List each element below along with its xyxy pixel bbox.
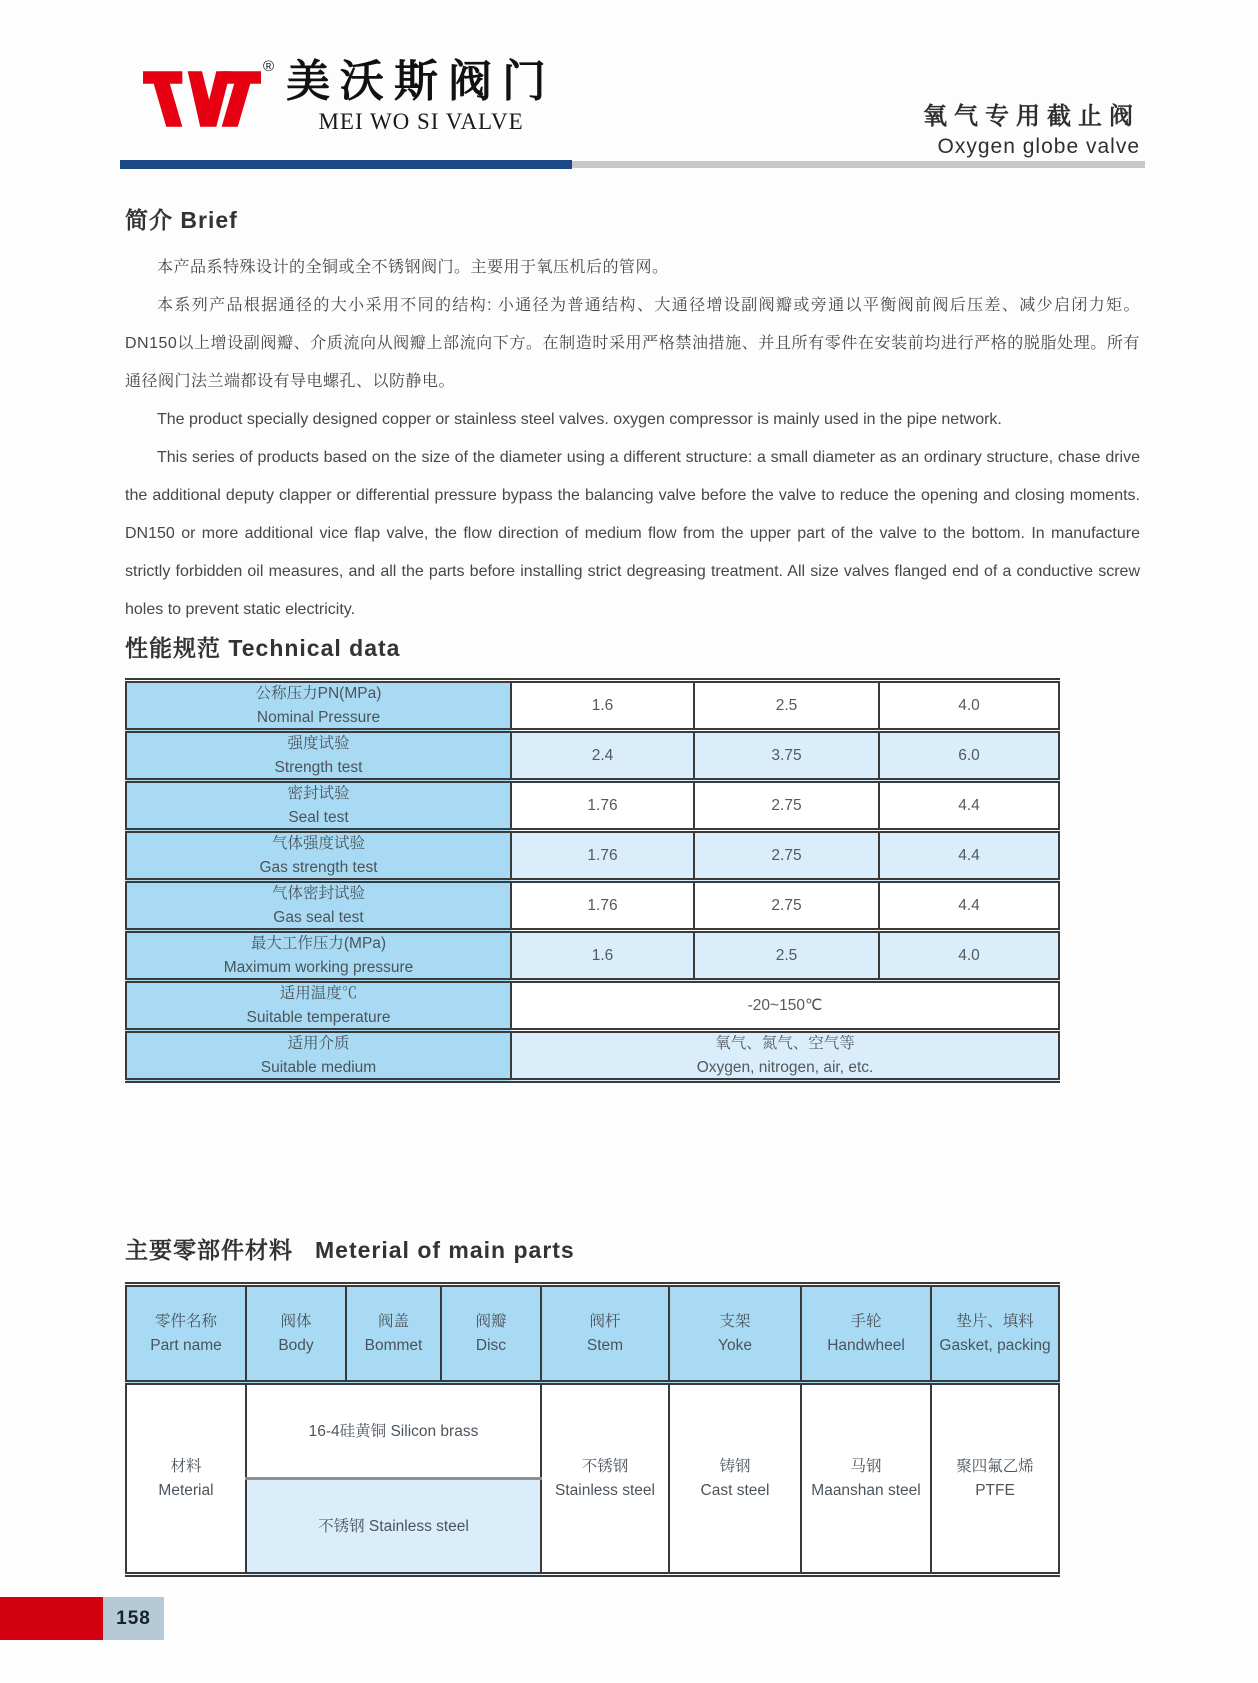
column-header bbox=[246, 1285, 346, 1383]
column-header bbox=[801, 1285, 931, 1383]
row-label-en: Maximum working pressure bbox=[223, 959, 414, 976]
column-header bbox=[126, 1285, 246, 1383]
row-label-en: Gas seal test bbox=[273, 909, 364, 926]
column-header-cn: 零件名称 bbox=[154, 1313, 217, 1330]
stem-material bbox=[541, 1383, 669, 1575]
row-label-cn: 气体密封试验 bbox=[271, 885, 365, 902]
product-title-cn: 氧气专用截止阀 bbox=[923, 103, 1140, 130]
value-cell: 2.75 bbox=[694, 831, 879, 881]
stem-material-cn: 不锈钢 bbox=[581, 1458, 629, 1475]
value-cell: 1.76 bbox=[511, 831, 694, 881]
row-label bbox=[126, 781, 511, 831]
handwheel-material-en: Maanshan steel bbox=[811, 1482, 921, 1499]
value-cell: 4.4 bbox=[879, 881, 1059, 931]
body-bonnet-disc-material-option-1: 16-4硅黄铜 Silicon brass bbox=[246, 1383, 541, 1479]
footer-red-block bbox=[0, 1597, 103, 1640]
table-row bbox=[126, 881, 1059, 931]
row-label bbox=[126, 981, 511, 1031]
value-cell: 2.4 bbox=[511, 731, 694, 781]
yoke-material bbox=[669, 1383, 801, 1575]
value-cell: 1.76 bbox=[511, 781, 694, 831]
stem-material-en: Stainless steel bbox=[555, 1482, 655, 1499]
value-cell: 1.6 bbox=[511, 931, 694, 981]
handwheel-material-cn: 马钢 bbox=[850, 1458, 882, 1475]
product-title bbox=[923, 96, 1140, 159]
column-header bbox=[441, 1285, 541, 1383]
yoke-material-cn: 铸钢 bbox=[719, 1458, 751, 1475]
materials-heading bbox=[125, 1232, 1060, 1265]
brand-name-cn: 美沃斯阀门 bbox=[286, 57, 557, 106]
value-cell: 6.0 bbox=[879, 731, 1059, 781]
row-label-en: Gas strength test bbox=[259, 859, 378, 876]
value-cell: 4.0 bbox=[879, 681, 1059, 731]
row-label bbox=[126, 1031, 511, 1081]
column-header-en: Handwheel bbox=[827, 1337, 905, 1354]
column-header-en: Yoke bbox=[718, 1337, 752, 1354]
column-header-en: Disc bbox=[475, 1337, 507, 1354]
row-label-cn: 公称压力PN(MPa) bbox=[255, 685, 382, 702]
column-header-en: Part name bbox=[150, 1337, 222, 1354]
brand-logo-mark-icon bbox=[143, 68, 261, 130]
row-label-en: Seal test bbox=[288, 809, 349, 826]
table-row bbox=[126, 731, 1059, 781]
column-header-en: Bommet bbox=[364, 1337, 423, 1354]
column-header-cn: 阀瓣 bbox=[475, 1313, 507, 1330]
materials-heading-cn: 主要零部件材料 bbox=[125, 1237, 293, 1263]
technical-data-section bbox=[125, 630, 1060, 1083]
gasket-material-en: PTFE bbox=[975, 1482, 1015, 1499]
registered-trademark-icon: ® bbox=[263, 58, 275, 75]
table-row bbox=[126, 681, 1059, 731]
row-label-en: Strength test bbox=[274, 759, 363, 776]
value-cell: 1.76 bbox=[511, 881, 694, 931]
row-label-cn: 密封试验 bbox=[287, 785, 350, 802]
technical-data-table bbox=[125, 678, 1060, 1083]
table-row bbox=[126, 1031, 1059, 1081]
material-row-label bbox=[126, 1383, 246, 1575]
materials-section bbox=[125, 1232, 1060, 1577]
merged-value-cell: -20~150℃ bbox=[511, 981, 1059, 1031]
gasket-material bbox=[931, 1383, 1059, 1575]
column-header bbox=[931, 1285, 1059, 1383]
row-label-cn: 最大工作压力(MPa) bbox=[250, 935, 387, 952]
material-row-label-cn: 材料 bbox=[170, 1458, 202, 1475]
page-number: 158 bbox=[116, 1607, 151, 1629]
row-label-en: Suitable medium bbox=[260, 1059, 377, 1076]
value-cell: 2.75 bbox=[694, 781, 879, 831]
table-row bbox=[126, 1383, 1059, 1479]
column-header-cn: 支架 bbox=[719, 1313, 751, 1330]
header-divider-gray bbox=[572, 161, 1145, 168]
column-header bbox=[541, 1285, 669, 1383]
table-row bbox=[126, 781, 1059, 831]
yoke-material-en: Cast steel bbox=[700, 1482, 770, 1499]
column-header-en: Body bbox=[278, 1337, 314, 1354]
brief-section bbox=[125, 202, 1140, 629]
column-header-cn: 手轮 bbox=[850, 1313, 882, 1330]
table-row bbox=[126, 981, 1059, 1031]
value-cell: 4.4 bbox=[879, 781, 1059, 831]
brand-logo bbox=[143, 52, 556, 135]
body-bonnet-disc-material-option-2: 不锈钢 Stainless steel bbox=[246, 1479, 541, 1575]
materials-heading-en: Meterial of main parts bbox=[315, 1237, 575, 1263]
row-label-cn: 气体强度试验 bbox=[271, 835, 365, 852]
row-label bbox=[126, 831, 511, 881]
material-row-label-en: Meterial bbox=[158, 1482, 214, 1499]
product-title-en: Oxygen globe valve bbox=[937, 135, 1140, 158]
row-label bbox=[126, 881, 511, 931]
column-header-en: Gasket, packing bbox=[939, 1337, 1051, 1354]
materials-table bbox=[125, 1282, 1060, 1577]
gasket-material-cn: 聚四氟乙烯 bbox=[956, 1458, 1034, 1475]
row-label-cn: 适用温度℃ bbox=[279, 985, 358, 1002]
column-header-cn: 阀杆 bbox=[589, 1313, 621, 1330]
table-header-row bbox=[126, 1285, 1059, 1383]
row-label-cn: 强度试验 bbox=[287, 735, 350, 752]
value-cell: 4.0 bbox=[879, 931, 1059, 981]
handwheel-material bbox=[801, 1383, 931, 1575]
page-number-box bbox=[103, 1597, 164, 1640]
column-header-cn: 垫片、填料 bbox=[956, 1313, 1034, 1330]
table-row bbox=[126, 931, 1059, 981]
row-label bbox=[126, 731, 511, 781]
row-label bbox=[126, 931, 511, 981]
column-header-cn: 阀盖 bbox=[377, 1313, 409, 1330]
column-header-cn: 阀体 bbox=[280, 1313, 312, 1330]
value-cell: 2.5 bbox=[694, 931, 879, 981]
merged-value-cn: 氧气、氮气、空气等 bbox=[715, 1035, 855, 1052]
brief-paragraph-en: This series of products based on the size of the diameter using a different structure: a small diameter as an ordinary structure, chase drive the additional deputy clapper or differential pressure bypass the balancing valve before the valve to reduce the opening and closing moments. DN150 or more additional vice flap valve, the flow direction of medium flow from the upper part of the valve to the bottom. In manufacture strictly forbidden oil measures, and all the parts before installing strict degreasing treatment. All size valves flanged end of a conductive screw holes to prevent static electricity. bbox=[125, 449, 1140, 618]
column-header bbox=[346, 1285, 441, 1383]
row-label bbox=[126, 681, 511, 731]
row-label-en: Suitable temperature bbox=[246, 1009, 391, 1026]
brief-paragraph-cn: 本产品系特殊设计的全铜或全不锈钢阀门。主要用于氧压机后的管网。 bbox=[157, 259, 669, 276]
brief-paragraph-en: The product specially designed copper or stainless steel valves. oxygen compressor is mainly used in the pipe network. bbox=[157, 411, 1002, 428]
row-label-cn: 适用介质 bbox=[287, 1035, 350, 1052]
value-cell: 2.75 bbox=[694, 881, 879, 931]
value-cell: 1.6 bbox=[511, 681, 694, 731]
column-header-en: Stem bbox=[586, 1337, 624, 1354]
value-cell: 4.4 bbox=[879, 831, 1059, 881]
merged-value-cell bbox=[511, 1031, 1059, 1081]
header-divider bbox=[120, 160, 1145, 169]
brand-text bbox=[286, 52, 556, 135]
technical-data-heading: 性能规范 Technical data bbox=[125, 635, 401, 661]
brand-name-en: MEI WO SI VALVE bbox=[318, 109, 524, 135]
merged-value-en: Oxygen, nitrogen, air, etc. bbox=[696, 1059, 874, 1076]
brief-paragraph-cn: 本系列产品根据通径的大小采用不同的结构: 小通径为普通结构、大通径增设副阀瓣或旁通以平衡阀前阀后压差、减少启闭力矩。DN150以上增设副阀瓣、介质流向从阀瓣上部流向下方。在制造时采用严格禁油措施、并且所有零件在安装前均进行严格的脱脂处理。所有通径阀门法兰端都设有导电螺孔、以防静电。 bbox=[125, 297, 1140, 390]
brief-heading: 简介 Brief bbox=[125, 207, 238, 233]
row-label-en: Nominal Pressure bbox=[256, 709, 381, 726]
table-row bbox=[126, 831, 1059, 881]
value-cell: 2.5 bbox=[694, 681, 879, 731]
column-header bbox=[669, 1285, 801, 1383]
value-cell: 3.75 bbox=[694, 731, 879, 781]
header-divider-blue bbox=[120, 160, 572, 169]
